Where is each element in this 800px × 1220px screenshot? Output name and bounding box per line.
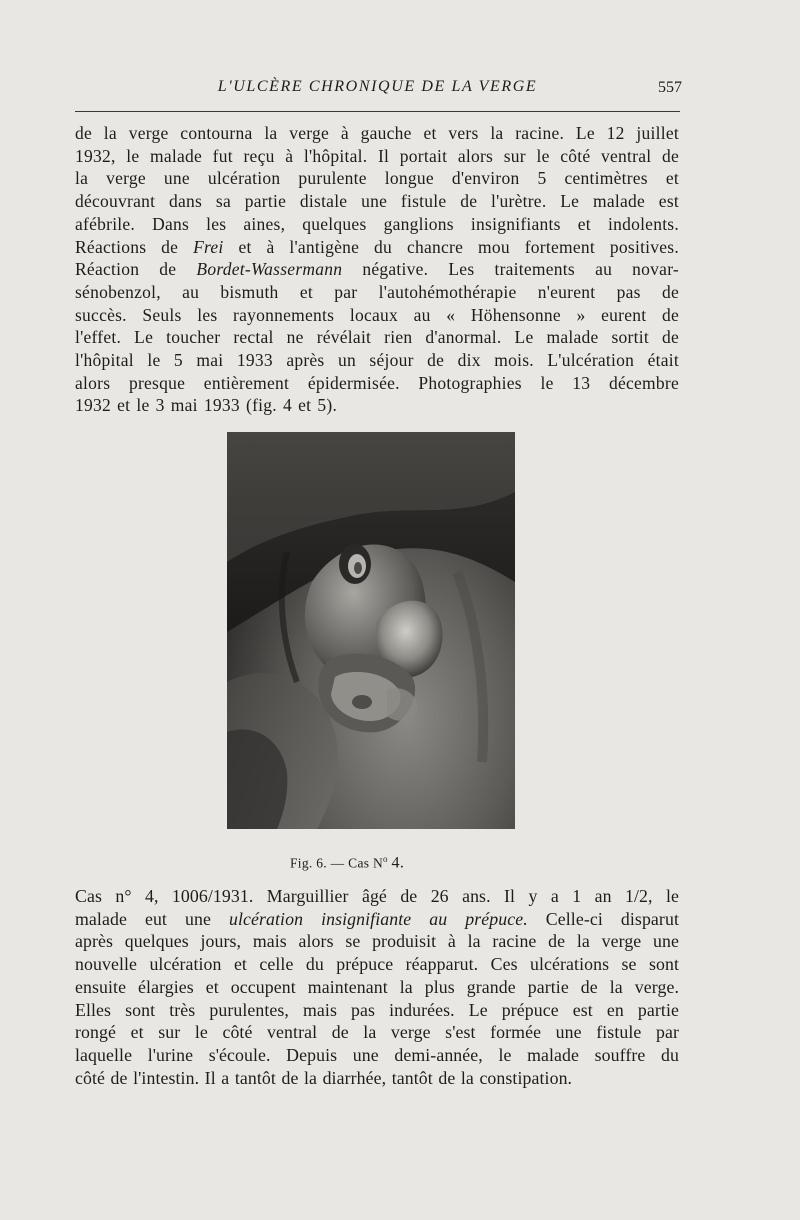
text-line: Réactions de Frei et à l'antigène du chancre mou fortement positives. <box>75 236 679 257</box>
text-line: après quelques jours, mais alors se produisit à la racine de la verge une <box>75 931 679 952</box>
text-line: 1932 et le 3 mai 1933 (fig. 4 et 5). <box>75 395 338 416</box>
text-line: rongé et sur le côté ventral de la verge s'est formée une fistule par <box>75 1022 679 1043</box>
italic-phrase: Frei <box>193 236 224 257</box>
text-line: l'hôpital le 5 mai 1933 après un séjour de dix mois. L'ulcération était <box>75 350 679 371</box>
text-line: ensuite élargies et occupent maintenant la plus grande partie de la verge. <box>75 976 679 997</box>
italic-phrase: ulcération insignifiante au prépuce. <box>228 908 528 929</box>
text-line: succès. Seuls les rayonnements locaux au « Höhensonne » eurent de <box>75 304 679 325</box>
caption-prefix: Fig. 6. — Cas N <box>290 855 384 871</box>
page-number: 557 <box>658 79 682 96</box>
text-line: alors presque entièrement épidermisée. Photographies le 13 décembre <box>75 372 679 393</box>
text-line: afébrile. Dans les aines, quelques ganglions insignifiants et indolents. <box>75 213 679 234</box>
running-title: L'ULCÈRE CHRONIQUE DE LA VERGE <box>217 78 538 95</box>
text-line: Cas n° 4, 1006/1931. Marguillier âgé de 26 ans. Il y a 1 an 1/2, le <box>75 886 679 906</box>
text-line: Elles sont très purulentes, mais pas indurées. Le prépuce est en partie <box>75 999 679 1020</box>
running-head <box>75 78 680 104</box>
figure-caption <box>290 854 404 873</box>
text-line: de la verge contourna la verge à gauche et vers la racine. Le 12 juillet <box>75 123 679 143</box>
header-rule <box>75 111 680 112</box>
text-line: l'effet. Le toucher rectal ne révélait rien d'anormal. Le malade sortit de <box>75 327 679 348</box>
text-line: sénobenzol, au bismuth et par l'autohémothérapie n'eurent pas de <box>75 281 679 302</box>
paragraph-2 <box>75 885 679 1089</box>
text-line: Réaction de Bordet-Wassermann négative. Les traitements au novar- <box>75 259 679 280</box>
text-line: nouvelle ulcération et celle du prépuce réapparut. Ces ulcérations se sont <box>75 954 679 975</box>
text-line: côté de l'intestin. Il a tantôt de la diarrhée, tantôt de la constipation. <box>75 1067 573 1088</box>
caption-superscript: o <box>383 854 388 864</box>
caption-number: 4. <box>391 854 405 872</box>
text-line: la verge une ulcération purulente longue d'environ 5 centimètres et <box>75 168 679 189</box>
paragraph-1 <box>75 122 679 417</box>
text-line: malade eut une ulcération insignifiante au prépuce. Celle-ci disparut <box>75 908 679 929</box>
photograph-image <box>227 432 515 829</box>
italic-phrase: Bordet-Wassermann <box>196 259 343 280</box>
text-line: 1932, le malade fut reçu à l'hôpital. Il portait alors sur le côté ventral de <box>75 145 679 166</box>
clinical-photograph <box>227 432 515 829</box>
text-line: laquelle l'urine s'écoule. Depuis une demi-année, le malade souffre du <box>75 1044 679 1065</box>
text-line: découvrant dans sa partie distale une fistule de l'urètre. Le malade est <box>75 191 679 212</box>
